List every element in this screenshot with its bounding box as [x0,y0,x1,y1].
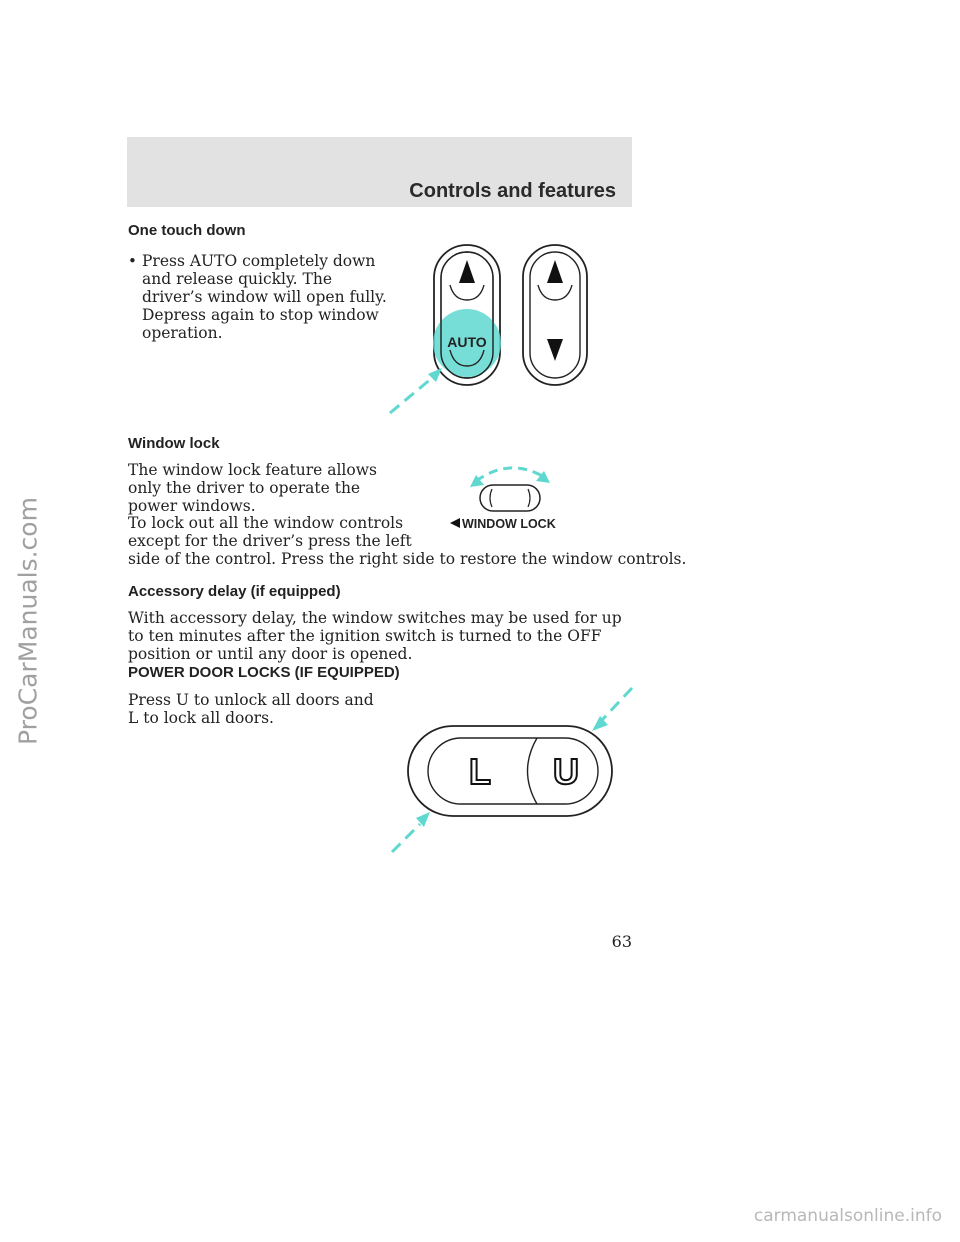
section-header-band [127,137,632,207]
window-lock-para1: The window lock feature allows only the driver to operate the power windows. [128,461,377,515]
page-number: 63 [611,932,632,951]
window-lock-para2-line3: side of the control. Press the right side to restore the window controls. [128,550,687,568]
door-lock-switch [408,726,612,816]
unlock-label: U [553,751,579,792]
footer-watermark: carmanualsonline.info [753,1206,942,1226]
window-lock-para2-line1: To lock out all the window controls [128,514,404,532]
left-arrow-icon [450,518,460,528]
bullet-symbol: • [128,252,137,270]
press-direction-arrow [390,378,432,413]
one-touch-heading: One touch down [128,222,246,239]
lock-label: L [469,751,491,792]
door-lock-figure [380,680,640,860]
window-lock-para2-line2: except for the driver’s press the left [128,532,412,550]
window-switch-figure [380,240,620,420]
window-lock-heading: Window lock [128,435,220,452]
section-title: Controls and features [409,180,616,202]
accessory-heading: Accessory delay (if equipped) [128,583,341,600]
window-lock-figure [440,455,580,533]
power-locks-heading: POWER DOOR LOCKS (IF EQUIPPED) [128,664,400,681]
accessory-text: With accessory delay, the window switches may be used for up to ten minutes after the ignition switch is turned to the OFF position or until any door is opened. [128,609,622,663]
auto-label: AUTO [447,334,487,350]
side-watermark: ProCarManuals.com [13,497,43,745]
window-lock-label: WINDOW LOCK [462,517,556,531]
power-locks-text: Press U to unlock all doors and L to lock all doors. [128,691,374,727]
window-lock-switch [480,485,540,511]
one-touch-text: Press AUTO completely down and release quickly. The driver’s window will open fully. Depress again to stop window operation. [142,252,387,342]
